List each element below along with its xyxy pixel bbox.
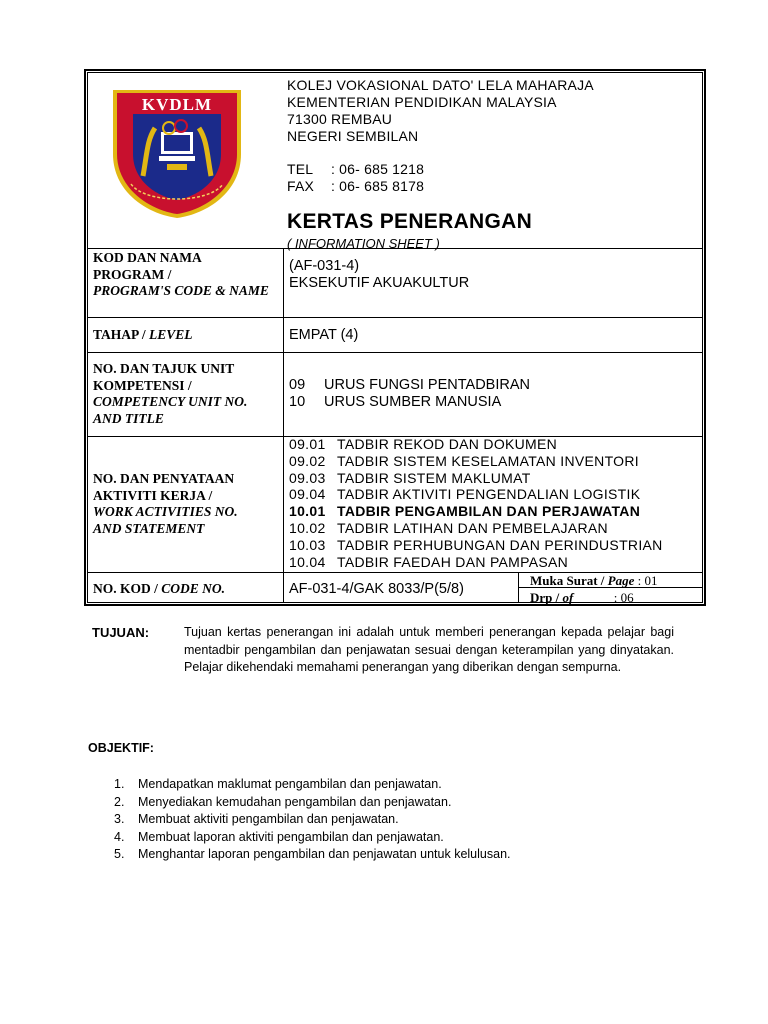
objektif-number: 3. [114, 812, 125, 827]
objektif-item [114, 811, 511, 829]
objektif-item [114, 829, 511, 847]
code-label-bold: NO. KOD / [93, 581, 158, 596]
competency-units [289, 377, 530, 411]
crest-text: KVDLM [141, 95, 213, 114]
activity-number: 09.02 [289, 452, 326, 469]
program-label [93, 250, 273, 300]
code-value: AF-031-4/GAK 8033/P(5/8) [289, 581, 464, 597]
activity-item [289, 486, 663, 503]
unit-title: URUS SUMBER MANUSIA [324, 394, 502, 410]
objektif-number: 1. [114, 777, 125, 791]
page-label: Muka Surat / [530, 573, 605, 588]
contact-block [287, 161, 424, 195]
activity-text: TADBIR SISTEM KESELAMATAN INVENTORI [337, 452, 639, 469]
tel-value: : 06- 685 1218 [331, 161, 425, 177]
activity-number: 10.03 [289, 536, 326, 553]
of-value: : 06 [613, 590, 634, 605]
objektif-text: Mendapatkan maklumat pengambilan dan penjawatan. [138, 777, 442, 791]
objektif-text: Menyediakan kemudahan pengambilan dan penjawatan. [138, 794, 452, 809]
program-name: EKSEKUTIF AKUAKULTUR [289, 275, 470, 291]
institution-state: NEGERI SEMBILAN [287, 128, 419, 144]
objektif-item [114, 794, 511, 812]
activities-label-line2: AKTIVITI KERJA / [93, 487, 213, 503]
activities-label-italic1: WORK ACTIVITIES NO. [93, 504, 238, 519]
tujuan-text: Tujuan kertas penerangan ini adalah untuk memberi penerangan kepada pelajar bagi mentadbir pengambilan dan penjawatan sesuai dengan keterampilan yang dinyatakan. Pelajar dikehendaki memahami penerangan yang diberikan dengan sempurna. [184, 625, 674, 675]
activity-text: TADBIR FAEDAH DAN PAMPASAN [337, 553, 569, 570]
code-label-italic: CODE NO. [161, 581, 226, 596]
activity-item [289, 453, 663, 470]
activities-list [289, 436, 663, 570]
activity-number: 10.04 [289, 553, 326, 570]
institution-name: KOLEJ VOKASIONAL DATO' LELA MAHARAJA [287, 77, 594, 93]
activity-item [289, 537, 663, 554]
activity-number: 09.01 [289, 436, 326, 452]
program-value [289, 258, 469, 292]
competency-label [93, 361, 247, 427]
activity-item-current [289, 503, 663, 520]
frame-inner-right [702, 72, 703, 603]
activity-text: TADBIR AKTIVITI PENGENDALIAN LOGISTIK [337, 486, 641, 503]
activity-item [289, 436, 663, 453]
objektif-text: Membuat aktiviti pengambilan dan penjawatan. [138, 812, 399, 827]
activity-number: 10.02 [289, 519, 326, 536]
activity-text: TADBIR SISTEM MAKLUMAT [337, 469, 531, 486]
competency-label-italic2: AND TITLE [93, 410, 164, 426]
fax-value: : 06- 685 8178 [331, 178, 425, 194]
page-label-italic: Page [607, 573, 635, 588]
activity-text: TADBIR PERHUBUNGAN DAN PERINDUSTRIAN [337, 536, 663, 553]
activity-number: 09.03 [289, 469, 326, 486]
objektif-text: Menghantar laporan pengambilan dan penjawatan untuk kelulusan. [138, 847, 511, 862]
divider-level [87, 352, 703, 353]
unit-title: URUS FUNGSI PENTADBIRAN [324, 377, 530, 393]
activity-item [289, 554, 663, 571]
objektif-item [114, 846, 511, 864]
level-label-bold: TAHAP / [93, 327, 146, 342]
divider-program [87, 317, 703, 318]
activity-item [289, 470, 663, 487]
level-value: EMPAT (4) [289, 327, 359, 343]
unit-number: 09 [289, 377, 306, 393]
activity-number: 10.01 [289, 503, 326, 520]
document-title: KERTAS PENERANGAN [287, 210, 533, 233]
level-label [93, 327, 193, 344]
objektif-number: 5. [114, 847, 125, 862]
institution-block [287, 77, 594, 145]
competency-label-italic1: COMPETENCY UNIT NO. [93, 394, 248, 409]
page-value: : 01 [637, 573, 658, 588]
activity-text: TADBIR PENGAMBILAN DAN PERJAWATAN [337, 503, 641, 520]
competency-unit [289, 377, 530, 394]
page-number [530, 573, 658, 588]
frame-inner-left [87, 72, 88, 603]
kvdlm-crest-logo [103, 84, 251, 220]
tel-label: TEL [287, 161, 314, 177]
objektif-number: 4. [114, 829, 125, 844]
frame-inner-top [87, 72, 703, 73]
divider-vertical [283, 248, 284, 603]
objektif-number: 2. [114, 794, 125, 809]
fax-label: FAX [287, 178, 315, 194]
tujuan-label: TUJUAN: [92, 625, 150, 640]
activity-item [289, 520, 663, 537]
activity-text: TADBIR LATIHAN DAN PEMBELAJARAN [337, 519, 608, 536]
unit-number: 10 [289, 394, 306, 410]
program-code: (AF-031-4) [289, 258, 360, 274]
activity-text: TADBIR REKOD DAN DOKUMEN [337, 436, 558, 452]
of-label: Drp / [530, 590, 560, 605]
institution-postcode: 71300 REMBAU [287, 111, 393, 127]
activities-label-line1: NO. DAN PENYATAAN [93, 471, 235, 486]
objektif-text: Membuat laporan aktiviti pengambilan dan penjawatan. [138, 829, 444, 844]
level-label-italic: LEVEL [149, 327, 193, 342]
activities-label-italic2: AND STATEMENT [93, 520, 205, 536]
code-label [93, 581, 225, 598]
objektif-item [114, 776, 511, 794]
page-total [530, 590, 634, 605]
competency-label-line1: NO. DAN TAJUK UNIT [93, 361, 235, 376]
competency-label-line2: KOMPETENSI / [93, 377, 192, 393]
of-label-italic: of [562, 590, 574, 605]
program-label-bold: KOD DAN NAMA PROGRAM / [93, 250, 201, 282]
activity-number: 09.04 [289, 486, 326, 503]
document-subtitle: ( INFORMATION SHEET ) [287, 236, 440, 251]
institution-ministry: KEMENTERIAN PENDIDIKAN MALAYSIA [287, 94, 557, 110]
objektif-label: OBJEKTIF: [88, 741, 154, 755]
activities-label [93, 471, 238, 537]
competency-unit [289, 394, 530, 411]
program-label-italic: PROGRAM'S CODE & NAME [93, 283, 269, 298]
objektif-list [114, 776, 511, 864]
